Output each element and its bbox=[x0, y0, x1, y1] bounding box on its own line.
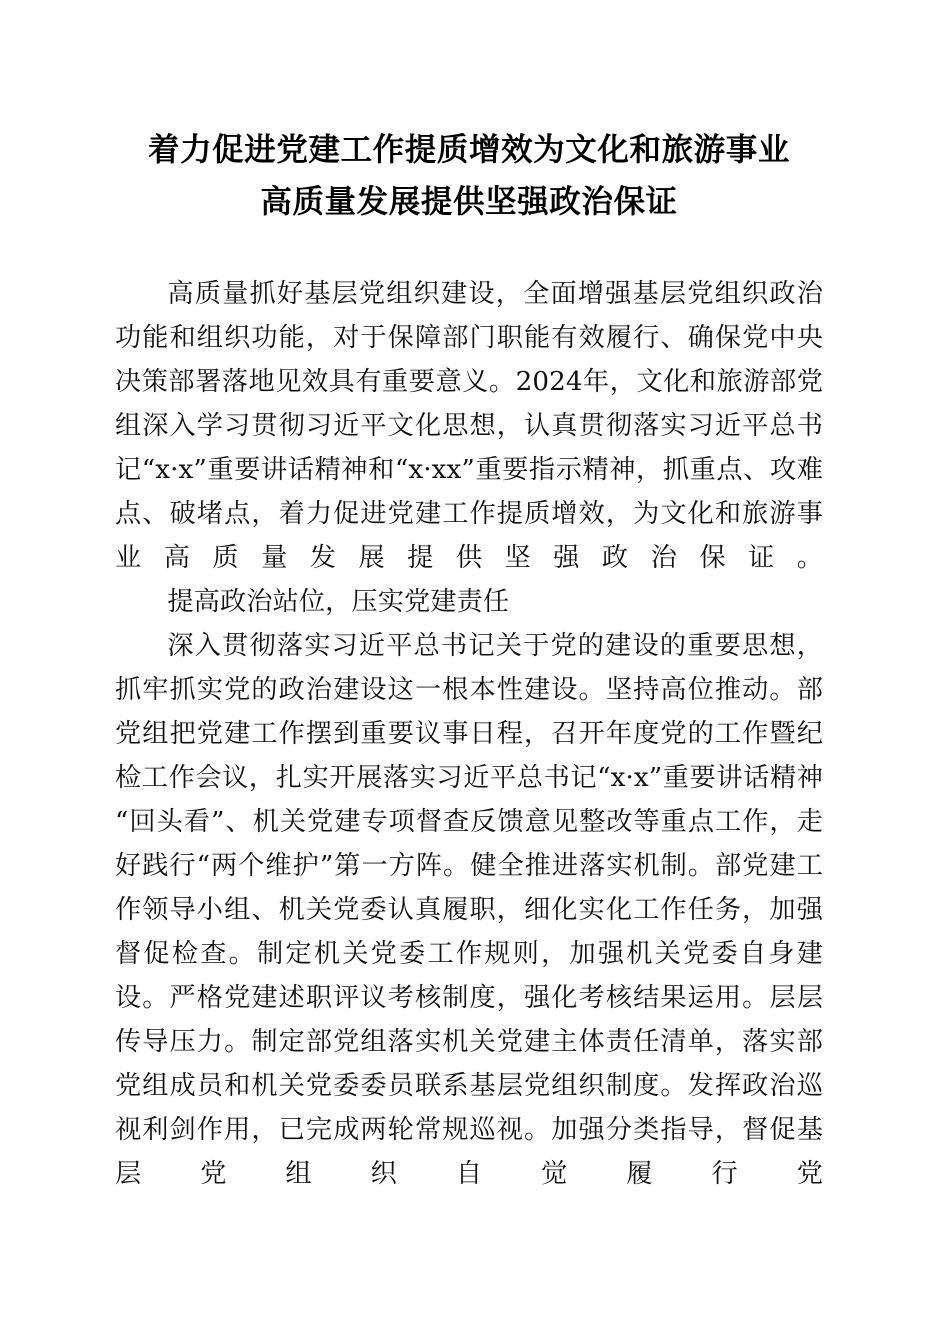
paragraph-party-building-responsibility: 深入贯彻落实习近平总书记关于党的建设的重要思想，抓牢抓实党的政治建设这一根本性建设。坚持高位推动。部党组把党建工作摆到重要议事日程，召开年度党的工作暨纪检工作会议，扎实开展落实习近平总书记“x·x”重要讲话精神“回头看”、机关党建专项督查反馈意见整改等重点工作，走好践行“两个维护”第一方阵。健全推进落实机制。部党建工作领导小组、机关党委认真履职，细化实化工作任务，加强督促检查。制定机关党委工作规则，加强机关党委自身建设。严格党建述职评议考核制度，强化考核结果运用。层层传导压力。制定部党组落实机关党建主体责任清单，落实部党组成员和机关党委委员联系基层党组织制度。发挥政治巡视利剑作用，已完成两轮常规巡视。加强分类指导，督促基层党组织自觉履行党 bbox=[115, 631, 823, 1189]
page-title-line-1: 着力促进党建工作提质增效为文化和旅游事业 bbox=[147, 131, 790, 168]
section-heading-political-stance: 提高政治站位，压实党建责任 bbox=[167, 587, 510, 617]
page-title-line-2: 高质量发展提供坚强政治保证 bbox=[260, 183, 678, 220]
paragraph-intro: 高质量抓好基层党组织建设，全面增强基层党组织政治功能和组织功能，对于保障部门职能有效履行、确保党中央决策部署落地见效具有重要意义。2024年，文化和旅游部党组深入学习贯彻习近平文化思想，认真贯彻落实习近平总书记“x·x”重要讲话精神和“x·xx”重要指示精神，抓重点、攻难点、破堵点，着力促进党建工作提质增效，为文化和旅游事业高质量发展提供坚强政治保证。 bbox=[115, 279, 823, 573]
page-title bbox=[115, 0, 823, 228]
document-content-column bbox=[115, 0, 823, 1196]
document-body bbox=[115, 272, 823, 1196]
